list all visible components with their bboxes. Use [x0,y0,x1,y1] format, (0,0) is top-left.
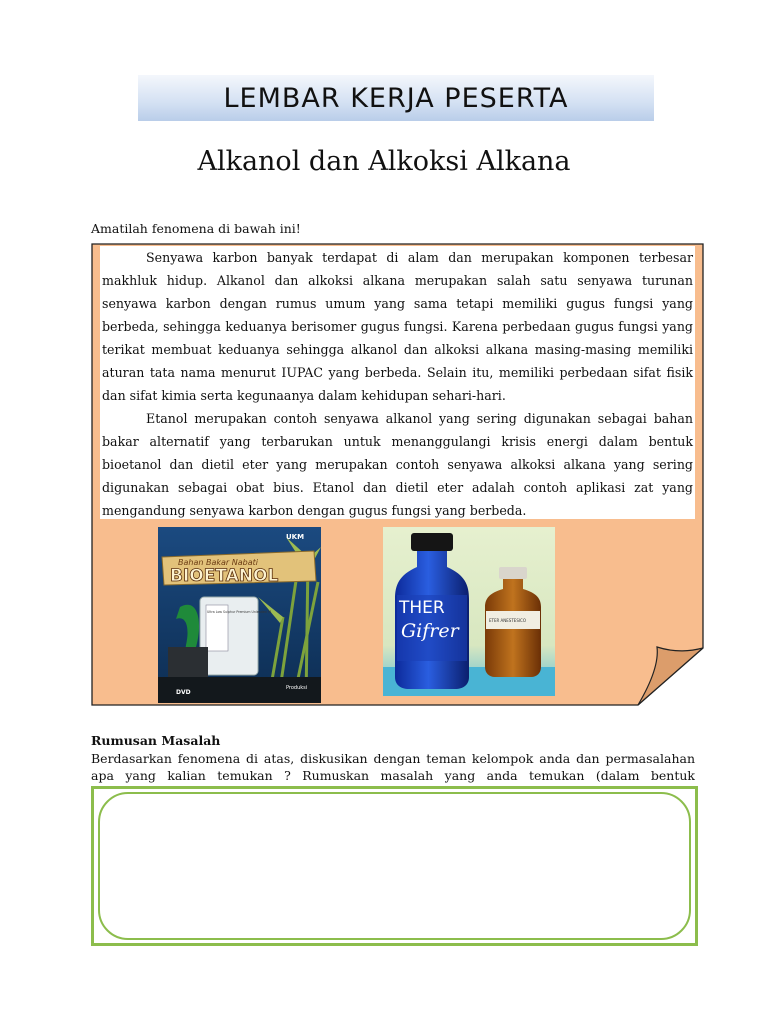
pump-label: Ultra Low Sulphur Premium Unleaded 91 [207,610,272,614]
paragraph-2: Etanol merupakan contoh senyawa alkanol yang sering digunakan sebagai bahan bakar alternatif yang terbarukan untuk menanggulangi krisis energi dalam bentuk bioetanol dan dietil eter yang merupakan contoh senyawa alkoksi alkana yang sering digunakan sebagai obat bius. Etanol dan dietil eter adalah contoh aplikasi zat yang mengandung senyawa karbon dengan gugus fungsi yang berbeda. [102,411,693,518]
worksheet-header [138,75,654,121]
phenomenon-text [100,246,695,519]
amber-bottle-label: ETER ANESTESICO [489,618,526,623]
observation-instruction: Amatilah fenomena di bawah ini! [91,221,301,236]
bioetanol-image [158,527,321,703]
problem-heading: Rumusan Masalah [91,733,221,748]
ether-label-line1: THER [399,598,445,618]
problem-description: Berdasarkan fenomena di atas, diskusikan dengan teman kelompok anda dan permasalahan apa yang kalian temukan ? Rumuskan masalah yang anda temukan (dalam bentuk [91,751,695,783]
ukm-badge: UKM [286,533,305,541]
phenomenon-note [91,243,704,706]
ether-bottles-image [383,527,555,696]
ether-label-line2: Gifrer [401,620,459,642]
banner-title: BIOETANOL [170,566,279,586]
problem-answer-area[interactable] [98,792,691,940]
paragraph-1: Senyawa karbon banyak terdapat di alam dan merupakan komponen terbesar makhluk hidup. Alkanol dan alkoksi alkana merupakan salah satu senyawa turunan senyawa karbon dengan rumus umum yang sama tetapi memiliki gugus fungsi yang berbeda, sehingga keduanya berisomer gugus fungsi. Karena perbedaan gugus fungsi yang terikat membuat keduanya sehingga alkanol dan alkoksi alkana masing-masing memiliki aturan tata nama menurut IUPAC yang berbeda. Selain itu, memiliki perbedaan sifat fisik dan sifat kimia serta kegunaanya dalam kehidupan sehari-hari. [102,250,693,403]
dvd-logo: DVD [176,689,191,696]
topic-title: Alkanol dan Alkoksi Alkana [197,146,571,177]
production-label: Produksi [286,685,308,691]
problem-answer-frame [91,786,698,946]
banner-subtitle: Bahan Bakar Nabati [178,558,258,567]
worksheet-title: LEMBAR KERJA PESERTA [223,82,569,114]
